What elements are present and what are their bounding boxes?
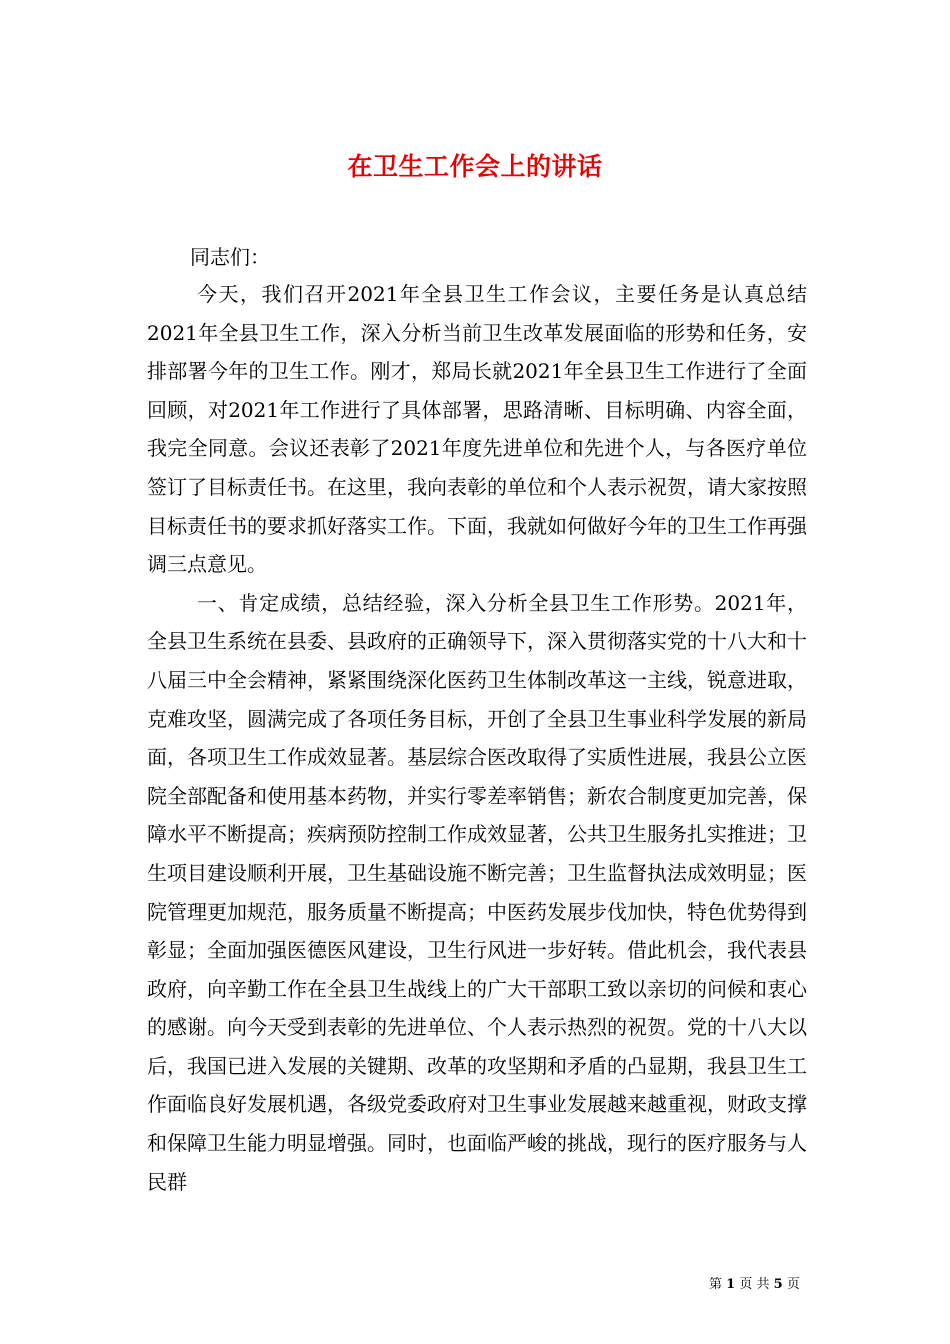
footer-middle: 页 共	[739, 1277, 770, 1292]
salutation: 同志们：	[190, 245, 270, 269]
document-body	[147, 275, 807, 1201]
footer-total-pages: 5	[773, 1277, 783, 1292]
footer-prefix: 第	[709, 1277, 723, 1292]
footer-suffix: 页	[786, 1277, 800, 1292]
page-footer	[709, 1276, 800, 1294]
document-title: 在卫生工作会上的讲话	[347, 151, 603, 181]
footer-current-page: 1	[726, 1277, 736, 1292]
paragraph-intro: 今天，我们召开2021年全县卫生工作会议，主要任务是认真总结2021年全县卫生工作，深入分析当前卫生改革发展面临的形势和任务，安排部署今年的卫生工作。刚才，郑局长就2021年全县卫生工作进行了全面回顾，对2021年工作进行了具体部署，思路清晰、目标明确、内容全面，我完全同意。会议还表彰了2021年度先进单位和先进个人，与各医疗单位签订了目标责任书。在这里，我向表彰的单位和个人表示祝贺，请大家按照目标责任书的要求抓好落实工作。下面，我就如何做好今年的卫生工作再强调三点意见。	[147, 282, 807, 577]
paragraph-section-one: 一、肯定成绩，总结经验，深入分析全县卫生工作形势。2021年，全县卫生系统在县委、县政府的正确领导下，深入贯彻落实党的十八大和十八届三中全会精神，紧紧围绕深化医药卫生体制改革这一主线，锐意进取，克难攻坚，圆满完成了各项任务目标，开创了全县卫生事业科学发展的新局面，各项卫生工作成效显著。基层综合医改取得了实质性进展，我县公立医院全部配备和使用基本药物，并实行零差率销售；新农合制度更加完善，保障水平不断提高；疾病预防控制工作成效显著，公共卫生服务扎实推进；卫生项目建设顺利开展，卫生基础设施不断完善；卫生监督执法成效明显；医院管理更加规范，服务质量不断提高；中医药发展步伐加快，特色优势得到彰显；全面加强医德医风建设，卫生行风进一步好转。借此机会，我代表县政府，向辛勤工作在全县卫生战线上的广大干部职工致以亲切的问候和衷心的感谢。向今天受到表彰的先进单位、个人表示热烈的祝贺。党的十八大以后，我国已进入发展的关键期、改革的攻坚期和矛盾的凸显期，我县卫生工作面临良好发展机遇，各级党委政府对卫生事业发展越来越重视，财政支撑和保障卫生能力明显增强。同时，也面临严峻的挑战，现行的医疗服务与人民群	[147, 590, 807, 1194]
